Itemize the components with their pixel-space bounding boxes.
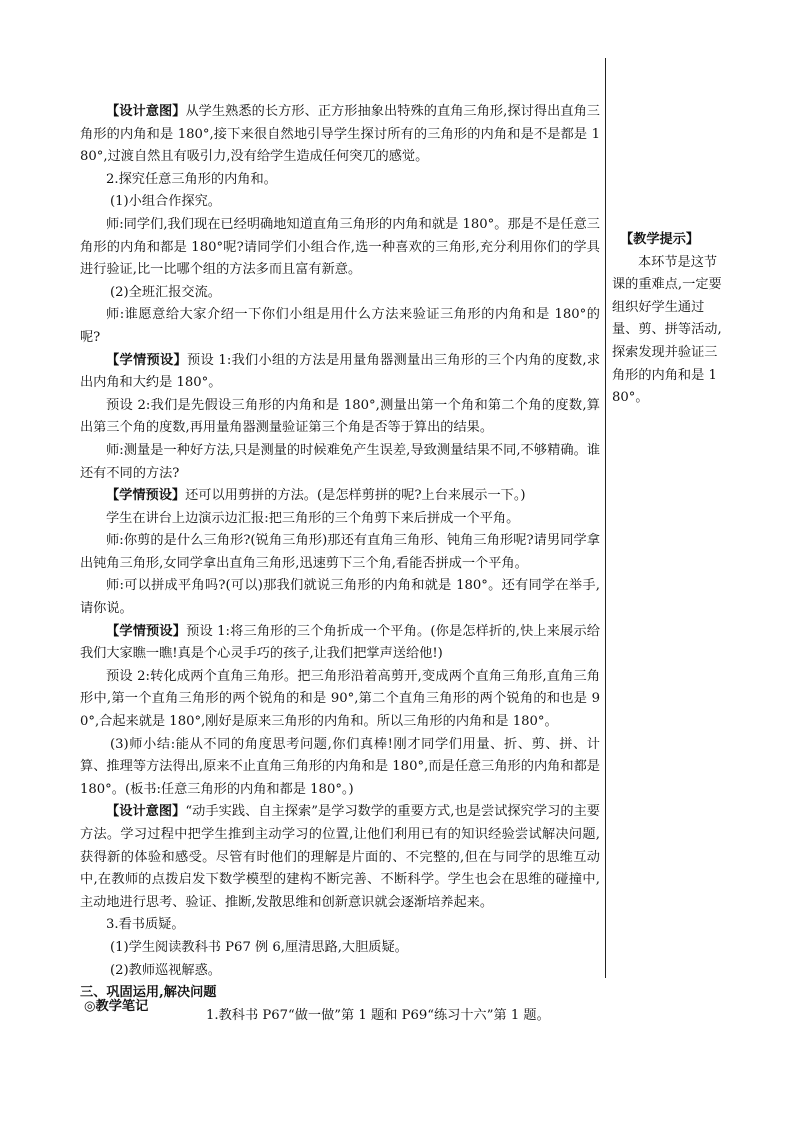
- teacher-prompt-3: 师:测量是一种好方法,只是测量的时候难免产生误差,导致测量结果不同,不够精确。谁还有不同的方法?: [80, 442, 600, 481]
- design-intent-tag: 【设计意图】: [106, 104, 186, 119]
- teaching-notes-label: ◎教学笔记: [84, 999, 149, 1014]
- preset-text: 还可以用剪拼的方法。(是怎样剪拼的呢?上台来展示一下。): [185, 488, 526, 504]
- exercise-task-1: 1.教科书 P67“做一做”第 1 题和 P69“练习十六”第 1 题。: [206, 1007, 550, 1023]
- group-explore-heading: (1)小组合作探究。: [110, 194, 221, 210]
- read-textbook-item: (1)学生阅读教科书 P67 例 6,厘清思路,大胆质疑。: [110, 939, 408, 955]
- preset-text: 预设 1:我们小组的方法是用量角器测量出三角形的三个内角的度数,求出内角和大约是 180°。: [80, 352, 601, 391]
- paragraph-design-intent-2: [80, 801, 600, 914]
- column-divider: [605, 58, 606, 978]
- student-demo-paragraph: 学生在讲台上边演示边汇报:把三角形的三个角剪下来后拼成一个平角。: [106, 510, 520, 526]
- main-column: [80, 101, 600, 1027]
- teacher-patrol-item: (2)教师巡视解惑。: [110, 962, 221, 978]
- design-intent-tag: 【设计意图】: [106, 804, 186, 820]
- teaching-tip-body: 本环节是这节课的重难点,一定要组织好学生通过量、剪、拼等活动,探索发现并验证三角形的内角和是 180°。: [612, 254, 722, 406]
- teacher-prompt-4: 师:你剪的是什么三角形?(锐角三角形)那还有直角三角形、钝角三角形呢?请男同学拿出钝角三角形,女同学拿出直角三角形,迅速剪下三个角,看能否拼成一个平角。: [80, 533, 600, 571]
- step-3-heading: 3.看书质疑。: [106, 917, 185, 933]
- preset-tag: 【学情预设】: [106, 623, 187, 639]
- teacher-prompt-1: 师:同学们,我们现在已经明确地知道直角三角形的内角和就是 180°。那是不是任意三角形的内角和都是 180°呢?请同学们小组合作,选一种喜欢的三角形,充分利用你们的学具进行验证,比一比哪个组的方法多而且富有新意。: [80, 216, 600, 278]
- teaching-tip-sidebar: [612, 229, 722, 410]
- teaching-tip-title: 【教学提示】: [620, 232, 700, 247]
- paragraph-preset-1: [80, 350, 600, 395]
- teacher-summary-paragraph: (3)师小结:能从不同的角度思考问题,你们真棒!刚才同学们用量、折、剪、拼、计算、推理等方法得出,原来不止直角三角形的内角和是 180°,而是任意三角形的内角和都是 180°。(板书:任意三角形的内角和都是 180°。): [80, 736, 600, 797]
- preset-2-transform-paragraph: 预设 2:转化成两个直角三角形。把三角形沿着高剪开,变成两个直角三角形,直角三角形中,第一个直角三角形的两个锐角的和是 90°,第二个直角三角形的两个锐角的和也是 90°,合起来就是 180°,刚好是原来三角形的内角和。所以三角形的内角和是 180°。: [80, 668, 600, 730]
- paragraph-preset-3: [80, 621, 600, 666]
- design-intent-text: 从学生熟悉的长方形、正方形抽象出特殊的直角三角形,探讨得出直角三角形的内角和是 180°,接下来很自然地引导学生探讨所有的三角形的内角和是不是都是 180°,过渡自然且有吸引力,没有给学生造成任何突兀的感觉。: [80, 104, 600, 165]
- preset-text: 预设 1:将三角形的三个角折成一个平角。(你是怎样折的,快上来展示给我们大家瞧一瞧!真是个心灵手巧的孩子,让我们把掌声送给他!): [80, 623, 600, 662]
- paragraph-design-intent-1: [80, 101, 600, 169]
- preset-2-paragraph: 预设 2:我们是先假设三角形的内角和是 180°,测量出第一个角和第二个角的度数,算出第三个角的度数,再用量角器测量验证第三个角是否等于算出的结果。: [80, 397, 600, 436]
- step-2-heading: 2.探究任意三角形的内角和。: [106, 171, 277, 187]
- preset-tag: 【学情预设】: [106, 488, 186, 504]
- paragraph-preset-2: [80, 485, 600, 508]
- teacher-prompt-2: 师:谁愿意给大家介绍一下你们小组是用什么方法来验证三角形的内角和是 180°的呢?: [80, 307, 600, 345]
- design-intent-text: “动手实践、自主探索”是学习数学的重要方式,也是尝试探究学习的主要方法。学习过程中把学生推到主动学习的位置,让他们利用已有的知识经验尝试解决问题,获得新的体验和感受。尽管有时他们的理解是片面的、不完整的,但在与同学的思维互动中,在教师的点拨启发下数学模型的建构不断完善、不断科学。学生也会在思维的碰撞中,主动地进行思考、验证、推断,发散思维和创新意识就会逐渐培养起来。: [80, 804, 600, 910]
- teacher-prompt-5: 师:可以拼成平角吗?(可以)那我们就说三角形的内角和就是 180°。还有同学在举手,请你说。: [80, 578, 600, 617]
- section-3-heading: 三、巩固运用,解决问题: [80, 985, 217, 1001]
- class-report-heading: (2)全班汇报交流。: [110, 284, 221, 300]
- preset-tag: 【学情预设】: [106, 352, 187, 368]
